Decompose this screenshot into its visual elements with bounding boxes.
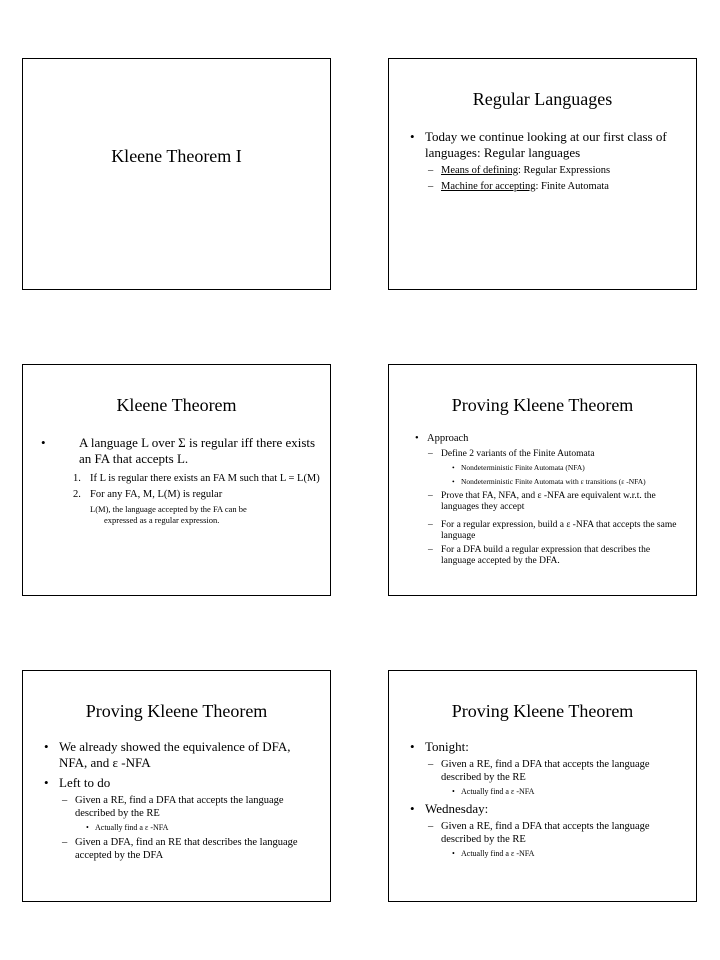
slide-body [403,739,666,863]
slide-2 [388,58,697,290]
slide-title: Kleene Theorem I [111,146,242,166]
slide-5 [22,670,331,902]
numbered-item: 2. For any FA, M, L(M) is regular [73,488,223,500]
sub-bullet-item: – Prove that FA, NFA, and ε -NFA are equivalent w.r.t. the languages they accept [428,490,656,512]
bullet-item: • We already showed the equivalence of DFA, NFA, and ε -NFA [44,739,291,770]
slide-title: Proving Kleene Theorem [85,701,268,721]
sub-bullet-item: – For a regular expression, build a ε -NFA that accepts the same language [428,519,677,541]
slide-3 [22,364,331,596]
slide-body [33,435,320,526]
bullet-item: • Left to do [44,775,111,790]
sub-sub-bullet-item: • Nondeterministic Finite Automata with ε transitions (ε -NFA) [452,476,646,486]
slide-6 [388,670,697,902]
sub-sub-bullet-item: • Actually find a ε -NFA [452,787,535,796]
bullet-item: • A language L over Σ is regular iff there exists an FA that accepts L. [41,435,316,466]
note-text: L(M), the language accepted by the FA can be expressed as a regular expression. [90,504,247,525]
sub-sub-bullet-item: • Actually find a ε -NFA [86,823,169,832]
sub-bullet-item: – Given a DFA, find an RE that describes the language accepted by the DFA [62,837,298,861]
bullet-item: • Approach [415,433,469,444]
sub-bullet-item: – Means of defining: Regular Expressions [428,165,611,176]
sub-bullet-item: – Given a RE, find a DFA that accepts the language described by the RE [62,795,284,819]
slide-body [403,433,686,570]
bullet-item: • Tonight: [410,739,469,754]
slide-title: Regular Languages [472,89,613,109]
numbered-item: 1. If L is regular there exists an FA M such that L = L(M) [73,473,320,484]
slide-body [37,739,300,865]
sub-sub-bullet-item: • Nondeterministic Finite Automata (NFA) [452,462,585,472]
slide-title: Proving Kleene Theorem [451,701,634,721]
slide-body [403,129,686,196]
bullet-item: • Today we continue looking at our first class of languages: Regular languages [410,129,667,160]
sub-bullet-item: – Given a RE, find a DFA that accepts the language described by the RE [428,821,650,845]
slide-title: Kleene Theorem [116,395,237,415]
sub-bullet-item: – Machine for accepting: Finite Automata [428,180,609,192]
slide-4 [388,364,697,596]
slide-1 [22,58,331,290]
bullet-item: • Wednesday: [410,801,489,816]
sub-bullet-item: – For a DFA build a regular expression that describes the language accepted by the DFA. [428,544,651,566]
sub-sub-bullet-item: • Actually find a ε -NFA [452,849,535,858]
slide-title: Proving Kleene Theorem [451,395,634,415]
sub-bullet-item: – Define 2 variants of the Finite Automata [428,448,595,459]
sub-bullet-item: – Given a RE, find a DFA that accepts the language described by the RE [428,759,650,783]
